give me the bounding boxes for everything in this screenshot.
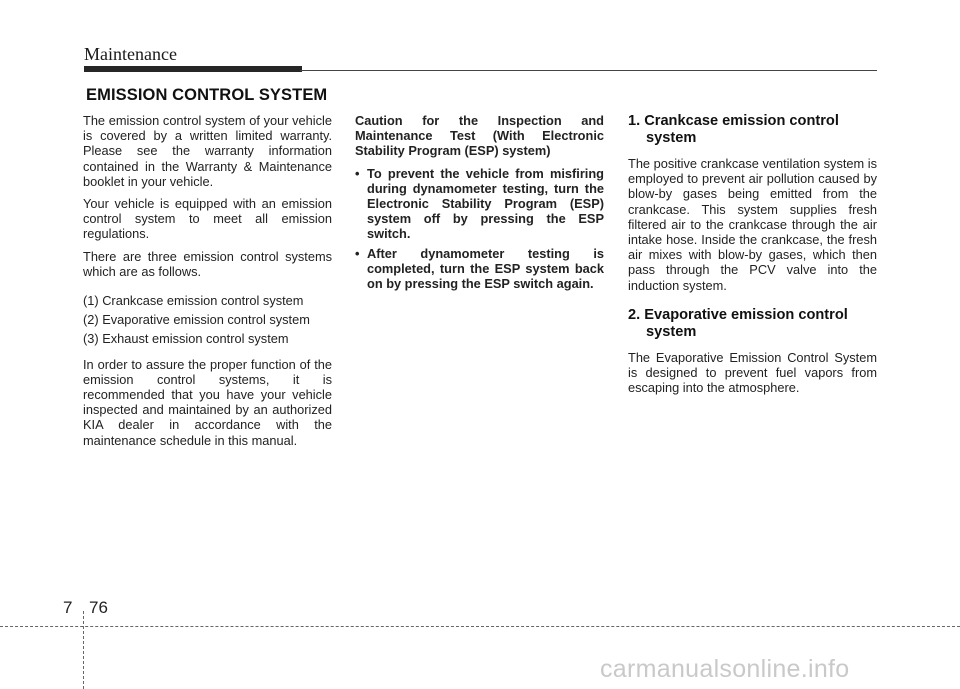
caution-title: Caution for the Inspection and Maintenance Test (With Electronic Stability Program (ESP) system) (355, 113, 604, 159)
system-list-item: (3) Exhaust emission control system (83, 331, 289, 347)
header-accent-bar (84, 66, 302, 72)
chapter-number: 7 (63, 598, 73, 617)
footer-divider (0, 626, 960, 627)
bullet-icon: • (355, 245, 360, 261)
column-intro (83, 113, 332, 455)
intro-paragraph-equipped: Your vehicle is equipped with an emission control system to meet all emission regulations. (83, 196, 332, 242)
intro-paragraph-three-systems: There are three emission control systems which are as follows. (83, 248, 332, 279)
intro-paragraph-warranty: The emission control system of your vehicle is covered by a written limited warranty. Please see the warranty information contained in the Warranty & Maintenance booklet in your vehicle. (83, 113, 332, 189)
caution-list (355, 166, 604, 292)
column-systems (628, 113, 877, 402)
footer-vertical-divider (83, 611, 84, 689)
crankcase-paragraph: The positive crankcase ventilation system is employed to prevent air pollution caused by blow-by gases being emitted from the crankcase. This system supplies fresh filtered air to the crankcase through the air intake hose. Inside the crankcase, the fresh air mixes with blow-by gases, which then pass through the PCV valve into the induction system. (628, 156, 877, 293)
crankcase-heading: 1. Crankcase emission control system (628, 113, 839, 146)
system-list-item: (1) Crankcase emission control system (83, 293, 304, 309)
caution-text: To prevent the vehicle from misfiring during dynamometer testing, turn the Electronic Stability Program (ESP) system off by pressing the ESP switch. (367, 165, 604, 242)
header-divider (300, 70, 877, 71)
bullet-icon: • (355, 165, 360, 181)
system-list-item: (2) Evaporative emission control system (83, 312, 310, 328)
page-header-title: Maintenance (84, 44, 177, 64)
caution-list-item (355, 166, 604, 242)
caution-text: After dynamometer testing is completed, turn the ESP system back on by pressing the ESP switch again. (367, 245, 604, 292)
section-title: EMISSION CONTROL SYSTEM (86, 86, 328, 104)
watermark: carmanualsonline.info (600, 655, 850, 683)
caution-list-item (355, 246, 604, 292)
intro-paragraph-maintenance: In order to assure the proper function of the emission control systems, it is recommended that you have your vehicle inspected and maintained by an authorized KIA dealer in accordance with the maintenance schedule in this manual. (83, 356, 332, 448)
evaporative-paragraph: The Evaporative Emission Control System is designed to prevent fuel vapors from escaping into the atmosphere. (628, 349, 877, 396)
evaporative-heading: 2. Evaporative emission control system (628, 306, 848, 340)
column-caution (355, 113, 604, 295)
page-number: 76 (89, 598, 108, 617)
